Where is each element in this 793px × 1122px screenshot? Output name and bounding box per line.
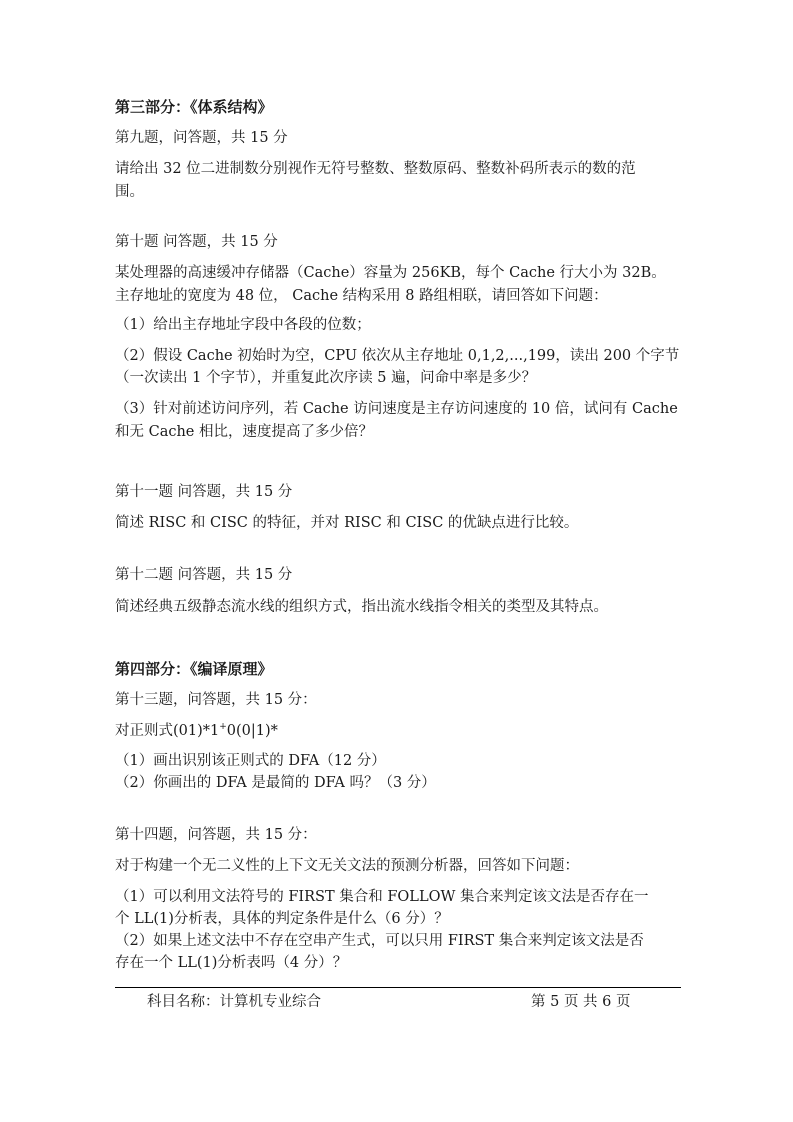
q13-sub2: （2）你画出的 DFA 是最简的 DFA 吗？（3 分） [115, 775, 436, 791]
q10-sub3-line2: 和无 Cache 相比，速度提高了多少倍？ [115, 424, 373, 440]
q13-regex-suffix: 0(0|1)* [226, 723, 278, 739]
q14-intro: 对于构建一个无二义性的上下文无关文法的预测分析器，回答如下问题： [115, 858, 579, 874]
q10-text-line1: 某处理器的高速缓冲存储器（Cache）容量为 256KB，每个 Cache 行大小为 32B。 [115, 265, 666, 281]
q11-body: 简述 RISC 和 CISC 的特征，并对 RISC 和 CISC 的优缺点进行比较。 [115, 515, 579, 531]
q14-sub2-line1: （2）如果上述文法中不存在空串产生式，可以只用 FIRST 集合来判定该文法是否 [115, 933, 644, 949]
q12-body: 简述经典五级静态流水线的组织方式，指出流水线指令相关的类型及其特点。 [115, 599, 608, 615]
q10-sub2-line1: （2）假设 Cache 初始时为空，CPU 依次从主存地址 0,1,2,...,199，读出 200 个字节 [115, 348, 680, 364]
q12-header: 第十二题 问答题，共 15 分 [115, 567, 293, 583]
q9-header: 第九题，问答题，共 15 分 [115, 130, 288, 146]
part3-title: 第三部分：《体系结构》 [115, 98, 273, 116]
q9-text-line2: 围。 [115, 184, 144, 200]
footer-rule [115, 987, 681, 988]
q13-regex-superscript: + [219, 722, 227, 733]
q14-sub2-line2: 存在一个 LL(1)分析表吗（4 分）？ [115, 955, 348, 971]
q10-sub1: （1）给出主存地址字段中各段的位数； [115, 317, 371, 333]
footer-page-number: 第 5 页 共 6 页 [531, 994, 631, 1010]
q10-text-line2: 主存地址的宽度为 48 位， Cache 结构采用 8 路组相联，请回答如下问题： [115, 288, 608, 304]
q10-header: 第十题 问答题，共 15 分 [115, 234, 278, 250]
q9-text-line1: 请给出 32 位二进制数分别视作无符号整数、整数原码、整数补码所表示的数的范 [115, 161, 636, 177]
part4-title: 第四部分：《编译原理》 [115, 660, 273, 678]
q14-header: 第十四题，问答题，共 15 分： [115, 827, 317, 843]
q13-regex [115, 721, 278, 741]
q14-sub1-line2: 个 LL(1)分析表，具体的判定条件是什么（6 分）？ [115, 911, 449, 927]
footer-subject: 科目名称：计算机专业综合 [147, 994, 321, 1010]
q11-header: 第十一题 问答题，共 15 分 [115, 484, 293, 500]
q13-regex-prefix: 对正则式(01)*1 [115, 723, 220, 739]
q14-sub1-line1: （1）可以利用文法符号的 FIRST 集合和 FOLLOW 集合来判定该文法是否存在一 [115, 889, 649, 905]
q10-sub3-line1: （3）针对前述访问序列，若 Cache 访问速度是主存访问速度的 10 倍，试问有 Cache [115, 401, 678, 417]
q13-header: 第十三题，问答题，共 15 分： [115, 692, 317, 708]
q10-sub2-line2: （一次读出 1 个字节），并重复此次序读 5 遍，问命中率是多少？ [115, 370, 537, 386]
q13-sub1: （1）画出识别该正则式的 DFA（12 分） [115, 753, 386, 769]
